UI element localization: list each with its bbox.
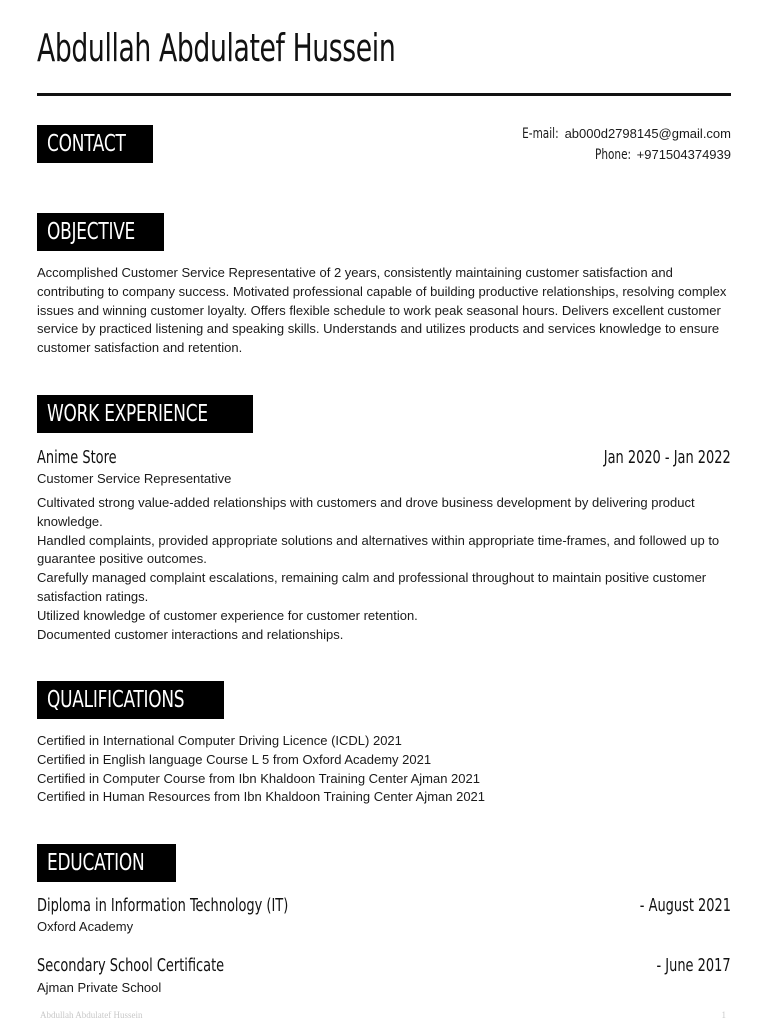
- education-title-1: [37, 895, 351, 916]
- job-role: Customer Service Representative: [37, 471, 232, 486]
- duty-item: Handled complaints, provided appropriate solutions and alternatives within appropriate time-frames, and followed up to guarantee positive outcomes.: [37, 532, 720, 567]
- experience-heading-label: WORK EXPERIENCE: [47, 401, 208, 427]
- job-dates-text: Jan 2020 - Jan 2022: [604, 447, 731, 468]
- qualifications-list: [37, 732, 731, 807]
- phone-value[interactable]: +971504374939: [636, 147, 731, 162]
- education-date-text: - June 2017: [656, 955, 731, 976]
- objective-paragraph: Accomplished Customer Service Representative of 2 years, consistently maintaining customer satisfaction and contributing to company success. Motivated professional capable of building productive relationships, resolving complex issues and winning customer loyalty. Offers flexible schedule to work peak seasonal hours. Delivers excellent customer service by practiced listening and speaking skills. Understands and utilizes products and services knowledge to ensure customer satisfaction and retention.: [37, 265, 727, 356]
- education-title-text: Diploma in Information Technology (IT): [37, 895, 289, 916]
- duty-item: Carefully managed complaint escalations, remaining calm and professional throughout to maintain positive customer satisfaction ratings.: [37, 570, 707, 604]
- qualification-item: Certified in Human Resources from Ibn Khaldoon Training Center Ajman 2021: [37, 789, 486, 805]
- section-heading-education: [37, 844, 176, 882]
- email-row: [510, 126, 731, 142]
- footer-page-number: 1: [721, 1010, 726, 1020]
- job-company-text: Anime Store: [37, 447, 117, 468]
- section-heading-contact: [37, 125, 153, 163]
- qualifications-heading-label: QUALIFICATIONS: [47, 687, 185, 713]
- objective-text: [37, 264, 731, 358]
- email-label: E-mail:: [522, 126, 559, 142]
- education-date-1: [617, 895, 731, 916]
- qualification-item: Certified in Computer Course from Ibn Khaldoon Training Center Ajman 2021: [37, 770, 480, 786]
- phone-row: [583, 147, 731, 163]
- candidate-name: Abdullah Abdulatef Hussein: [37, 26, 396, 70]
- section-heading-objective: [37, 213, 164, 251]
- qualification-item: Certified in International Computer Driving Licence (ICDL) 2021: [37, 733, 402, 748]
- education-school-1: Oxford Academy: [37, 919, 134, 934]
- education-title-2: [37, 955, 271, 976]
- education-heading-label: EDUCATION: [47, 850, 145, 876]
- job-company: [37, 447, 136, 468]
- education-school-2: Ajman Private School: [37, 980, 162, 995]
- education-title-text: Secondary School Certificate: [37, 955, 225, 976]
- section-heading-qualifications: [37, 681, 224, 719]
- header-rule: [37, 93, 731, 96]
- duty-item: Utilized knowledge of customer experience for customer retention.: [37, 607, 418, 623]
- duty-item: Documented customer interactions and relationships.: [37, 626, 344, 642]
- footer-name: Abdullah Abdulatef Hussein: [40, 1010, 143, 1020]
- education-date-2: [638, 955, 731, 976]
- job-dates: [572, 447, 731, 468]
- contact-heading-label: CONTACT: [47, 131, 126, 157]
- email-value[interactable]: ab000d2798145@gmail.com: [564, 126, 731, 141]
- job-duties: [37, 494, 731, 644]
- objective-heading-label: OBJECTIVE: [47, 219, 136, 245]
- duty-item: Cultivated strong value-added relationships with customers and drove business development by delivering product knowledge.: [37, 495, 695, 529]
- phone-label: Phone:: [594, 147, 631, 163]
- education-date-text: - August 2021: [639, 895, 731, 916]
- qualification-item: Certified in English language Course L 5 from Oxford Academy 2021: [37, 751, 432, 767]
- section-heading-work-experience: [37, 395, 253, 433]
